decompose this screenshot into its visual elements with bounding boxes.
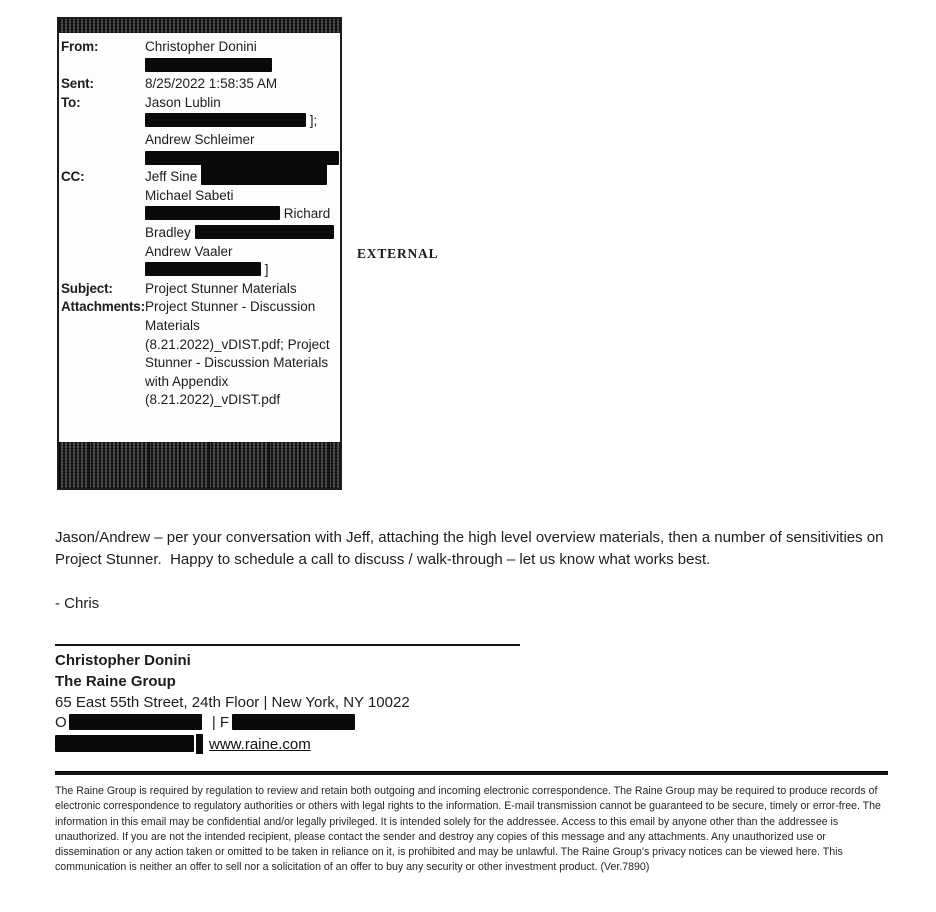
redaction-bar bbox=[195, 225, 334, 239]
to-label-spacer bbox=[61, 150, 145, 169]
body-signoff: - Chris bbox=[55, 594, 100, 612]
subject-label: Subject: bbox=[61, 280, 113, 296]
from-label-spacer bbox=[61, 57, 145, 76]
fax-prefix: | F bbox=[211, 714, 230, 732]
from-value: Christopher Donini bbox=[145, 39, 257, 54]
redaction-bar bbox=[145, 58, 272, 72]
cc-recipient-1 bbox=[145, 168, 338, 187]
body-paragraph: Jason/Andrew – per your conversation with Jeff, attaching the high level overview materials, then a number of sensitivities on Project Stunner. Happy to schedule a call to discuss / walk-through – let us know what works best. bbox=[55, 529, 888, 568]
cc-label-spacer bbox=[61, 187, 145, 206]
cc-recipient-2: Michael Sabeti bbox=[145, 187, 234, 203]
redaction-bar bbox=[232, 714, 355, 730]
footer-rule bbox=[55, 771, 888, 775]
to-label: To: bbox=[61, 94, 81, 110]
cc-recipient-3 bbox=[145, 224, 338, 243]
redaction-bar bbox=[201, 159, 327, 185]
signature-block bbox=[55, 644, 655, 756]
attachments-value: Project Stunner - Discussion Materials (8.21.2022)_vDIST.pdf; Project Stunner - Discussion Materials with Appendix (8.21.2022)_vDIST.pdf bbox=[145, 299, 330, 408]
redaction-bar bbox=[145, 262, 261, 276]
cc-label-spacer bbox=[61, 243, 145, 262]
cc-label-spacer bbox=[61, 224, 145, 243]
from-redacted-line bbox=[145, 57, 338, 76]
subject-value: Project Stunner Materials bbox=[145, 280, 297, 296]
cc-recipient-4: Andrew Vaaler bbox=[145, 243, 233, 259]
redaction-mark bbox=[196, 734, 203, 754]
legal-disclaimer: The Raine Group is required by regulation to review and retain both outgoing and incoming electronic correspondence. The Raine Group may be required to produce records of electronic correspondence to regulatory authorities or others with legal rights to the information. E-mail transmission cannot be guaranteed to be secure, timely or error-free. The information in this email may be confidential and/or legally privileged. It is intended solely for the addressee. Access to this email by anyone other than the addressee is unauthorized. If you are not the intended recipient, please contact the sender and destroy any copies of this message and any attachments. Any unauthorized use or dissemination or any action taken or omitted to be taken in reliance on it, is prohibited and may be unlawful. The Raine Group's privacy notices can be viewed here. This communication is neither an offer to sell nor a solicitation of an offer to buy any security or other investment product. (Ver.7890) bbox=[55, 785, 881, 874]
from-label: From: bbox=[61, 39, 99, 54]
to-label-spacer bbox=[61, 131, 145, 150]
redacted-top-bar bbox=[59, 19, 340, 33]
signature-name: Christopher Donini bbox=[55, 652, 191, 669]
office-prefix: O bbox=[55, 714, 67, 732]
cc-redacted-line bbox=[145, 261, 338, 280]
signature-divider bbox=[55, 644, 520, 646]
cc-label-spacer bbox=[61, 205, 145, 224]
to-recipient-2: Andrew Schleimer bbox=[145, 131, 255, 147]
to-redacted-line bbox=[145, 112, 338, 131]
sent-label: Sent: bbox=[61, 76, 94, 92]
to-recipient-1: Jason Lublin bbox=[145, 94, 221, 110]
email-body bbox=[55, 527, 913, 614]
cc-bracket: ] bbox=[264, 262, 269, 278]
cc-label: CC: bbox=[61, 169, 85, 185]
to-label-spacer bbox=[61, 112, 145, 131]
redaction-bar bbox=[145, 206, 280, 220]
cc-name: Jeff Sine bbox=[145, 169, 198, 185]
email-header-fields bbox=[59, 19, 340, 410]
attachments-label: Attachments: bbox=[61, 299, 145, 315]
signature-phones bbox=[55, 713, 655, 734]
signature-company: The Raine Group bbox=[55, 672, 176, 690]
cc-name: Richard bbox=[283, 206, 331, 222]
to-suffix: ]; bbox=[309, 113, 318, 129]
raine-website-link[interactable]: www.raine.com bbox=[209, 736, 311, 754]
cc-redacted-line bbox=[145, 205, 338, 224]
redaction-bar bbox=[145, 113, 306, 127]
cc-name: Bradley bbox=[145, 224, 191, 240]
email-header-box bbox=[57, 17, 342, 490]
redaction-bar bbox=[55, 735, 194, 752]
signature-address: 65 East 55th Street, 24th Floor | New York, NY 10022 bbox=[55, 693, 410, 711]
redaction-bar bbox=[69, 714, 202, 730]
signature-web bbox=[55, 734, 655, 756]
cc-label-spacer bbox=[61, 261, 145, 280]
sent-value: 8/25/2022 1:58:35 AM bbox=[145, 76, 278, 92]
external-tag: EXTERNAL bbox=[357, 246, 439, 261]
redacted-image-block bbox=[59, 442, 340, 488]
